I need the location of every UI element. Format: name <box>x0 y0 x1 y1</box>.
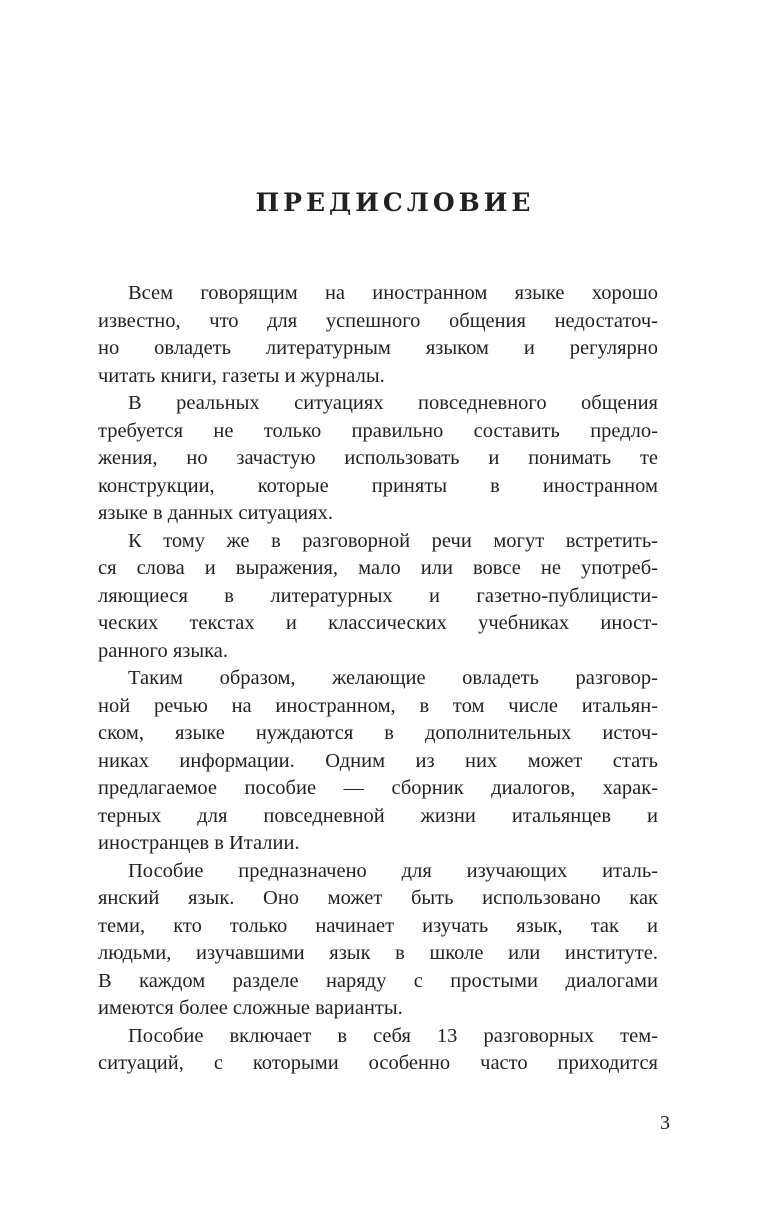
text-line: терных для повседневной жизни итальянцев и <box>98 804 658 827</box>
text-line: янский язык. Оно может быть использовано как <box>98 887 658 909</box>
text-line: ранного языка. <box>98 639 228 662</box>
text-line: иностранцев в Италии. <box>98 832 300 854</box>
text-line: никах информации. Одним из них может стать <box>98 749 658 772</box>
page-title: ПРЕДИСЛОВИЕ <box>255 188 535 217</box>
text-line: языке в данных ситуациях. <box>98 502 333 524</box>
text-line: ляющиеся в литературных и газетно-публицисти- <box>98 584 658 607</box>
preface-body <box>98 280 658 1078</box>
text-line: ситуаций, с которыми особенно часто приходится <box>98 1052 658 1074</box>
text-line: но овладеть литературным языком и регулярно <box>98 337 658 359</box>
text-line: жения, но зачастую использовать и понимать те <box>98 447 658 469</box>
text-line: В реальных ситуациях повседневного общения <box>128 392 658 414</box>
text-line: ческих текстах и классических учебниках иност- <box>98 612 658 634</box>
text-line: Пособие предназначено для изучающих италь- <box>128 859 658 882</box>
text-line: ском, языке нуждаются в дополнительных источ- <box>98 722 658 744</box>
text-line: В каждом разделе наряду с простыми диалогами <box>98 969 658 992</box>
text-line: ной речью на иностранном, в том числе итальян- <box>98 694 658 717</box>
text-line: требуется не только правильно составить предло- <box>98 419 658 442</box>
text-line: К тому же в разговорной речи могут встретить- <box>128 529 658 552</box>
text-line: известно, что для успешного общения недостаточ- <box>98 309 658 332</box>
text-line: людьми, изучавшими язык в школе или институте. <box>98 942 658 964</box>
text-line: ся слова и выражения, мало или вовсе не употреб- <box>98 557 658 579</box>
text-line: читать книги, газеты и журналы. <box>98 364 385 387</box>
text-line: Пособие включает в себя 13 разговорных тем- <box>128 1024 658 1047</box>
text-line: теми, кто только начинает изучать язык, так и <box>98 914 658 937</box>
text-line: Таким образом, желающие овладеть разговор- <box>128 667 658 689</box>
text-line: имеются более сложные варианты. <box>98 997 403 1019</box>
text-line: Всем говорящим на иностранном языке хорошо <box>128 282 658 304</box>
text-line: предлагаемое пособие — сборник диалогов, харак- <box>98 777 658 799</box>
page-number: 3 <box>660 1112 670 1134</box>
text-line: конструкции, которые приняты в иностранном <box>98 474 658 497</box>
